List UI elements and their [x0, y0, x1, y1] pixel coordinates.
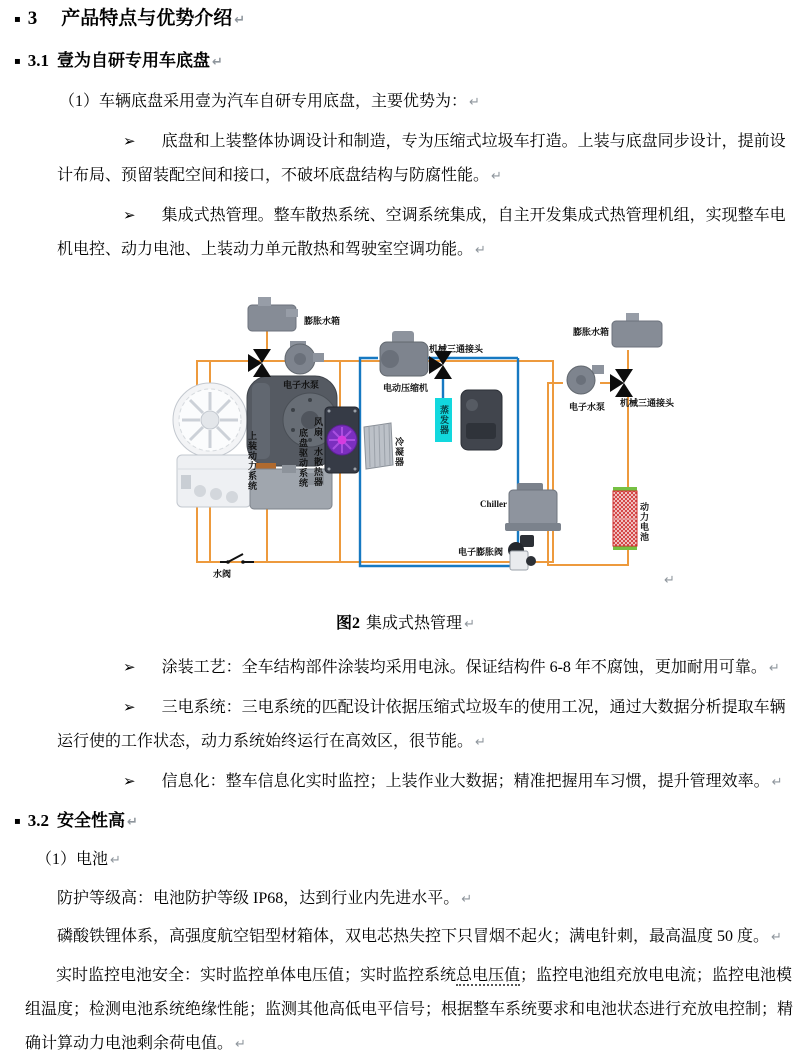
- arrow-bullet-icon: ➢: [123, 772, 136, 790]
- label-fan-radiator: 风扇、水散热器: [313, 417, 323, 487]
- label-three-way-joint-center: 机械三通接头: [429, 344, 484, 354]
- figure-caption: [0, 607, 811, 642]
- electronic-expansion-valve: [508, 535, 536, 570]
- paragraph-mark: ↵: [212, 55, 223, 70]
- water-pump-left: [285, 341, 324, 374]
- paragraph-mark: ↵: [491, 169, 502, 184]
- thermal-diagram: [0, 296, 811, 591]
- paragraph-mark: ↵: [110, 853, 121, 868]
- section-3-number: 3: [27, 8, 38, 29]
- compressor: [380, 331, 428, 376]
- section-3-heading: [14, 6, 811, 34]
- heading-square-marker: ▪: [14, 14, 21, 25]
- section-3-2-heading: [14, 809, 811, 835]
- label-power-battery: 动力电池: [639, 502, 649, 542]
- section-3-1-title: 壹为自研专用车底盘: [57, 51, 211, 70]
- section-3-1-heading: [14, 49, 811, 75]
- label-condenser: 冷凝器: [394, 437, 404, 467]
- section-3-1-number: 3.1: [27, 51, 50, 70]
- water-pump-right: [567, 365, 604, 394]
- label-chiller: Chiller: [480, 499, 507, 509]
- battery-item-paragraph: （1）电池 ↵: [36, 851, 121, 868]
- hvac-unit: [461, 390, 502, 450]
- chassis-intro-paragraph: （1）车辆底盘采用壹为汽车自研专用底盘，主要优势为： ↵: [59, 93, 480, 110]
- condenser: [364, 423, 393, 469]
- bullet-three-electric-system: ➢ 三电系统：三电系统的匹配设计依据压缩式垃圾车的使用工况，通过大数据分析提取车辆运行使的工作状态，动力系统始终运行在高效区，很节能。 ↵: [0, 690, 811, 760]
- label-upfit-power-system: 上装动力系统: [247, 431, 257, 491]
- expansion-tank-left: [248, 297, 298, 331]
- label-expansion-tank-left: 膨胀水箱: [304, 316, 341, 326]
- grammar-check-underline: 总电压值: [456, 967, 521, 984]
- arrow-bullet-icon: ➢: [123, 132, 136, 150]
- section-3-2-number: 3.2: [27, 811, 50, 830]
- label-water-pump-right: 电子水泵: [569, 402, 606, 412]
- three-way-valve-left-icon: [248, 349, 271, 377]
- label-three-way-joint-right: 机械三通接头: [620, 398, 675, 408]
- bullet-coating-process: ➢ 涂装工艺：全车结构部件涂装均采用电泳。保证结构件 6-8 年不腐蚀，更加耐用可靠。 ↵: [0, 650, 811, 686]
- paragraph-mark: ↵: [461, 892, 473, 907]
- paragraph-mark: ↵: [768, 661, 780, 676]
- power-battery: [613, 487, 637, 550]
- evaporator-box: 蒸发器: [435, 398, 452, 442]
- paragraph-mark: ↵: [127, 815, 138, 830]
- chiller: [505, 483, 561, 531]
- thermal-management-figure: [0, 296, 811, 591]
- heading-square-marker: ▪: [14, 56, 21, 67]
- paragraph-mark: ↵: [475, 735, 486, 750]
- label-compressor: 电动压缩机: [383, 383, 429, 393]
- bullet-thermal-management: ➢ 集成式热管理。整车散热系统、空调系统集成，自主开发集成式热管理机组，实现整车电机电控、动力电池、上装动力单元散热和驾驶室空调功能。 ↵: [0, 198, 811, 268]
- paragraph-mark: ↵: [475, 243, 486, 258]
- fan-radiator: [325, 407, 359, 473]
- label-water-pump-left: 电子水泵: [283, 380, 320, 390]
- paragraph-mark: ↵: [469, 95, 480, 110]
- lfp-battery-paragraph: 磷酸铁锂体系，高强度航空铝型材箱体，双电芯热失控下只冒烟不起火；满电针刺，最高温度 50 度。 ↵: [57, 928, 782, 945]
- upfit-controller-box: [177, 455, 251, 507]
- label-expansion-valve: 电子膨胀阀: [458, 547, 504, 557]
- paragraph-mark: ↵: [664, 573, 675, 588]
- paragraph-mark: ↵: [234, 13, 246, 28]
- paragraph-mark: ↵: [235, 1037, 246, 1052]
- paragraph-mark: ↵: [464, 617, 475, 632]
- arrow-bullet-icon: ➢: [123, 698, 136, 716]
- three-way-valve-right-icon: [610, 369, 633, 397]
- protection-level-paragraph: 防护等级高：电池防护等级 IP68，达到行业内先进水平。 ↵: [57, 890, 473, 907]
- paragraph-mark: ↵: [771, 930, 782, 945]
- bullet-informatization: ➢ 信息化：整车信息化实时监控；上装作业大数据；精准把握用车习惯，提升管理效率。 ↵: [0, 764, 811, 800]
- label-water-valve: 水阀: [213, 569, 232, 579]
- expansion-tank-right: [612, 313, 662, 347]
- label-expansion-tank-right: 膨胀水箱: [573, 327, 610, 337]
- label-chassis-drive-system: 底盘驱动系统: [298, 428, 308, 488]
- arrow-bullet-icon: ➢: [123, 206, 136, 224]
- paragraph-mark: ↵: [771, 775, 783, 790]
- arrow-bullet-icon: ➢: [123, 658, 136, 676]
- three-way-valve-center-icon: [429, 351, 452, 379]
- figure-caption-number: 图2: [336, 615, 361, 632]
- section-3-title: 产品特点与优势介绍: [61, 8, 233, 29]
- upfit-motor: [173, 383, 247, 457]
- battery-monitoring-paragraph: 实时监控电池安全：实时监控单体电压值；实时监控系统总电压值；监控电池组充放电电流；监控电池模组温度；检测电池系统绝缘性能；监测其他高低电平信号；根据整车系统要求和电池状态进行充放电控制；精确计算动力电池剩余荷电值。 ↵: [25, 967, 794, 1052]
- heading-square-marker: ▪: [14, 816, 21, 827]
- section-3-2-title: 安全性高: [57, 811, 126, 830]
- bullet-chassis-design: ➢ 底盘和上装整体协调设计和制造，专为压缩式垃圾车打造。上装与底盘同步设计，提前设计布局、预留装配空间和接口，不破坏底盘结构与防腐性能。 ↵: [0, 124, 811, 194]
- figure-caption-text: 集成式热管理: [366, 615, 463, 632]
